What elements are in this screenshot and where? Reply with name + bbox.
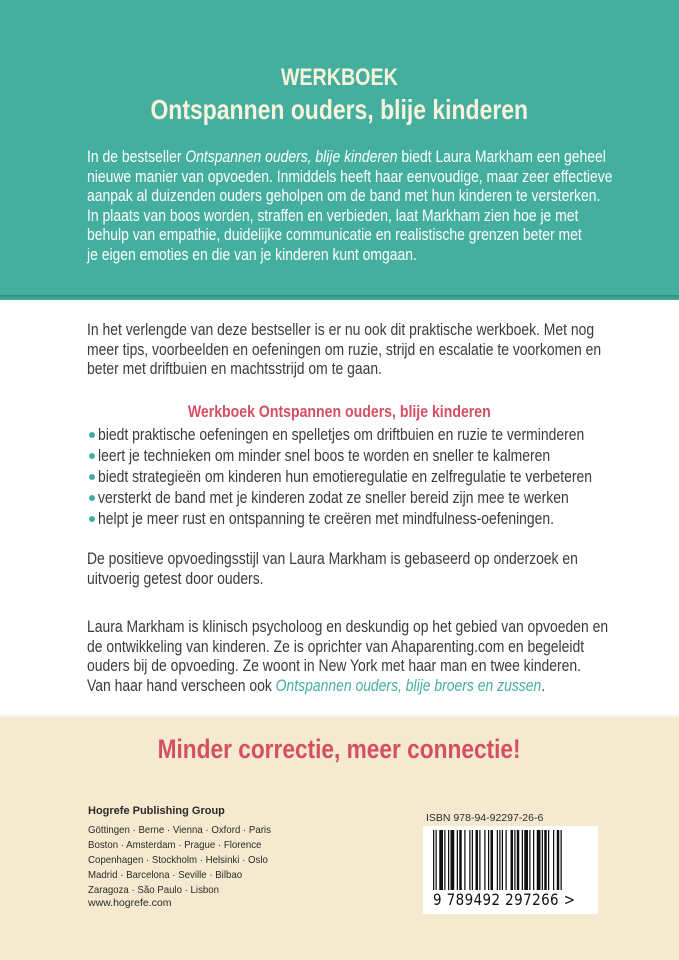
barcode-bar xyxy=(457,830,458,890)
list-item: biedt strategieën om kinderen hun emotieregulatie en zelfregulatie te verbeteren xyxy=(87,467,679,488)
bullet-icon xyxy=(89,474,95,480)
author-bio: Laura Markham is klinisch psycholoog en deskundig op het gebied van opvoeden en de ontwikkeling van kinderen. Ze is oprichter van Ahaparenting.com en begeleidt ouders bij de opvoeding. Ze woont in New York met haar man en twee kinderen. Van haar hand verscheen ook Ontspannen ouders, blije broers en zussen. xyxy=(87,617,609,695)
barcode-bar xyxy=(557,830,560,890)
book-title: Ontspannen ouders, blije kinderen xyxy=(150,94,529,125)
barcode-bar xyxy=(548,830,549,890)
list-item: helpt je meer rust en ontspanning te creëren met mindfulness-oefeningen. xyxy=(87,509,679,530)
barcode-bar xyxy=(444,830,445,890)
barcode-bar xyxy=(469,830,470,890)
barcode-bar xyxy=(488,830,489,890)
barcode-bar xyxy=(542,830,543,890)
publisher-website: www.hogrefe.com xyxy=(88,897,172,909)
barcode-bar xyxy=(459,830,462,890)
book-type-heading: WERKBOEK xyxy=(280,64,398,91)
barcode-bar xyxy=(553,830,554,890)
bullet-icon xyxy=(89,495,95,501)
isbn-label: ISBN 978-94-92297-26-6 xyxy=(426,812,544,824)
barcode-bar xyxy=(511,830,514,890)
list-item: versterkt de band met je kinderen zodat ze sneller bereid zijn mee te werken xyxy=(87,488,679,509)
barcode-bar xyxy=(524,830,528,890)
barcode-bar xyxy=(517,830,520,890)
barcode-bar xyxy=(479,830,480,890)
barcode-bar xyxy=(472,830,473,890)
barcode-bar xyxy=(484,830,485,890)
barcode-bar xyxy=(448,830,449,890)
bullet-icon xyxy=(89,516,95,522)
barcode-bar xyxy=(476,830,479,890)
barcode-bar xyxy=(561,830,562,890)
barcode-bar xyxy=(533,830,534,890)
barcode-bar xyxy=(537,830,541,890)
publisher-name: Hogrefe Publishing Group xyxy=(88,805,225,817)
barcode-bar xyxy=(433,830,434,890)
list-item: biedt praktische oefeningen en spelletjes om driftbuien en ruzie te verminderen xyxy=(87,425,679,446)
list-item: leert je technieken om minder snel boos te worden en sneller te kalmeren xyxy=(87,446,679,467)
barcode-bar xyxy=(506,830,507,890)
benefits-heading: Werkboek Ontspannen ouders, blije kinderen xyxy=(188,402,491,421)
barcode-bar xyxy=(491,830,494,890)
barcode-bar xyxy=(497,830,498,890)
barcode-bar xyxy=(439,830,443,890)
barcode-bars xyxy=(431,830,591,892)
header-divider xyxy=(0,295,679,300)
barcode-bar xyxy=(544,830,547,890)
barcode-bar xyxy=(464,830,465,890)
method-paragraph: De positieve opvoedingsstijl van Laura Markham is gebaseerd op onderzoek en uitvoerig getest door ouders. xyxy=(87,549,578,588)
barcode-bar xyxy=(436,830,437,890)
barcode-bar xyxy=(499,830,500,890)
barcode-bar xyxy=(522,830,523,890)
benefits-list xyxy=(87,425,679,530)
barcode-bar xyxy=(451,830,455,890)
slogan: Minder correctie, meer connectie! xyxy=(157,734,522,764)
bullet-icon xyxy=(89,453,95,459)
extension-paragraph: In het verlengde van deze bestseller is er nu ook dit praktische werkboek. Met nog meer tips, voorbeelden en oefeningen om ruzie, strijd en escalatie te voorkomen en beter met driftbuien en machtsstrijd om te gaan. xyxy=(87,320,602,379)
bullet-icon xyxy=(89,432,95,438)
barcode-digits: 9 789492 297266 > xyxy=(433,890,576,909)
publisher-cities: Göttingen · Berne · Vienna · Oxford · Paris Boston · Amsterdam · Prague · Florence Copenhagen · Stockholm · Helsinki · Oslo Madrid · Barcelona · Seville · Bilbao Zaragoza · São Paulo · Lisbon xyxy=(88,824,271,896)
barcode-bar xyxy=(502,830,503,890)
barcode-bar xyxy=(529,830,530,890)
barcode-bar xyxy=(514,830,515,890)
related-book-title: Ontspannen ouders, blije broers en zussen xyxy=(275,675,542,695)
intro-paragraph: In de bestseller Ontspannen ouders, blije kinderen biedt Laura Markham een geheel nieuwe manier van opvoeden. Inmiddels heeft haar eenvoudige, maar zeer effectieve aanpak al duizenden ouders geholpen om de band met hun kinderen te versterken. In plaats van boos worden, straffen en verbieden, laat Markham zien hoe je met behulp van empathie, duidelijke communicatie en realistische grenzen beter met je eigen emoties en die van je kinderen kunt omgaan. xyxy=(87,147,613,264)
